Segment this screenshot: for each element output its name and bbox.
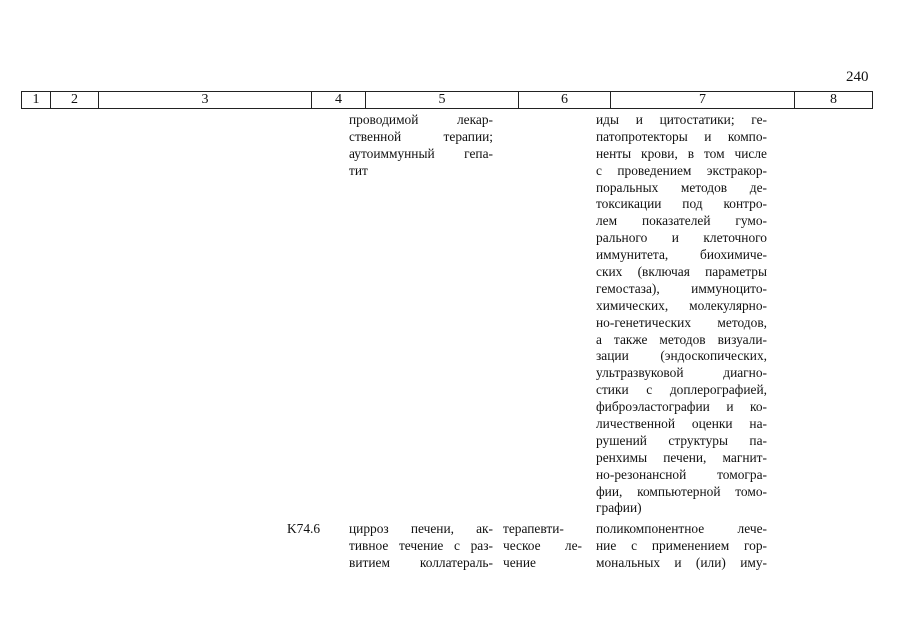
text-line: ренхимы печени, магнит- <box>596 449 767 465</box>
treatment-method-cell <box>596 521 767 572</box>
table-header-row <box>21 91 873 109</box>
text-line: ненты крови, в том числе <box>596 145 767 161</box>
text-line: поликомпонентное лече- <box>596 521 767 536</box>
text-line: патопротекторы и компо- <box>596 128 767 144</box>
text-line: проводимой лекар- <box>349 112 493 127</box>
text-line: поральных методов де- <box>596 179 767 195</box>
disease-cell <box>349 521 493 572</box>
text-line: ственной терапии; <box>349 128 493 144</box>
column-header-8: 8 <box>794 92 872 108</box>
text-line: графии) <box>596 500 642 516</box>
continuation-treatment-cell <box>596 112 767 517</box>
column-header-7: 7 <box>610 92 794 108</box>
column-header-5: 5 <box>365 92 518 108</box>
text-line: иды и цитостатики; ге- <box>596 112 767 127</box>
text-line: ультразвуковой диагно- <box>596 365 767 381</box>
column-header-1: 1 <box>32 92 40 107</box>
text-line: аутоиммунный гепа- <box>349 145 493 161</box>
text-line: цирроз печени, ак- <box>349 521 493 536</box>
text-line: ских (включая параметры <box>596 264 767 280</box>
text-line: ческое ле- <box>503 537 582 553</box>
text-line: личественной оценки на- <box>596 416 767 432</box>
text-line: лем показателей гумо- <box>596 213 767 229</box>
text-line: иммунитета, биохимиче- <box>596 247 767 263</box>
text-line: фиброэластографии и ко- <box>596 399 767 415</box>
icd-code-cell: K74.6 <box>287 521 321 536</box>
page-number: 240 <box>846 69 869 85</box>
column-header-4: 4 <box>311 92 365 108</box>
column-header-2: 2 <box>50 92 98 108</box>
text-line: рушений структуры па- <box>596 432 767 448</box>
text-line: но-генетических методов, <box>596 314 767 330</box>
text-line: токсикации под контро- <box>596 196 767 212</box>
text-line: с проведением экстракор- <box>596 162 767 178</box>
text-line: зации (эндоскопических, <box>596 348 767 364</box>
text-line: стики с доплерографией, <box>596 382 767 398</box>
treatment-type-cell <box>503 521 582 572</box>
text-line: ние с применением гор- <box>596 537 767 553</box>
continuation-disease-cell <box>349 112 493 180</box>
text-line: мональных и (или) иму- <box>596 554 767 570</box>
text-line: гемостаза), иммуноцито- <box>596 280 767 296</box>
text-line: но-резонансной томогра- <box>596 466 767 482</box>
text-line: терапевти- <box>503 521 564 536</box>
text-line: рального и клеточного <box>596 230 767 246</box>
text-line: фии, компьютерной томо- <box>596 483 767 499</box>
text-line: тит <box>349 162 368 178</box>
text-line: витием коллатераль- <box>349 554 493 570</box>
text-line: чение <box>503 554 536 570</box>
text-line: химических, молекулярно- <box>596 297 767 313</box>
text-line: а также методов визуали- <box>596 331 767 347</box>
text-line: тивное течение с раз- <box>349 537 493 553</box>
column-header-6: 6 <box>518 92 610 108</box>
column-header-3: 3 <box>98 92 311 108</box>
